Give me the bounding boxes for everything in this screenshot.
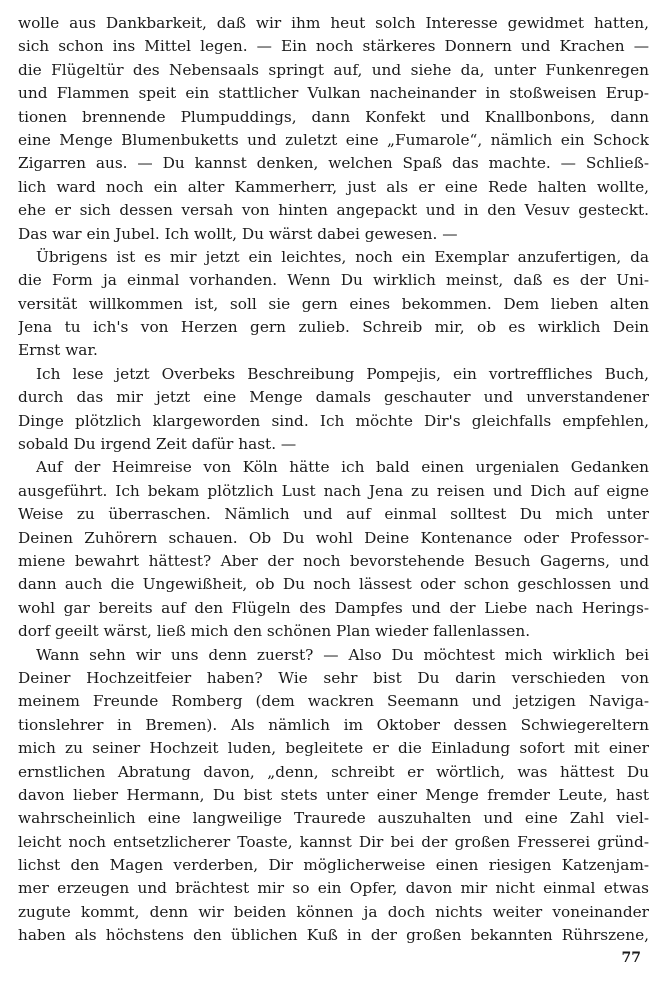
text-line: davon lieber Hermann, Du bist stets unter einer Menge fremder Leute, hast xyxy=(18,785,649,804)
text-line: Deinen Zuhörern schauen. Ob Du wohl Deine Kontenance oder Professor- xyxy=(18,528,649,547)
text-line: dorf geeilt wärst, ließ mich den schönen Plan wieder fallenlassen. xyxy=(18,622,531,641)
text-line: ausgeführt. Ich bekam plötzlich Lust nach Jena zu reisen und Dich auf eigne xyxy=(18,481,649,500)
text-line: Zigarren aus. — Du kannst denken, welchen Spaß das machte. — Schließ- xyxy=(18,154,649,173)
text-line: tionslehrer in Bremen). Als nämlich im Oktober dessen Schwiegereltern xyxy=(18,715,649,734)
text-line: dann auch die Ungewißheit, ob Du noch lässest oder schon geschlossen und xyxy=(18,575,649,594)
text-line: sobald Du irgend Zeit dafür hast. — xyxy=(18,435,297,454)
text-line: die Form ja einmal vorhanden. Wenn Du wirklich meinst, daß es der Uni- xyxy=(18,271,649,290)
text-line: Dinge plötzlich klargeworden sind. Ich möchte Dir's gleichfalls empfehlen, xyxy=(18,411,649,430)
text-line: miene bewahrt hättest? Aber der noch bevorstehende Besuch Gagerns, und xyxy=(18,551,649,570)
text-line: lich ward noch ein alter Kammerherr, just als er eine Rede halten wollte, xyxy=(18,177,649,196)
text-line: meinem Freunde Romberg (dem wackren Seemann und jetzigen Naviga- xyxy=(18,692,649,711)
text-line: ehe er sich dessen versah von hinten angepackt und in den Vesuv gesteckt. xyxy=(18,201,649,220)
text-line: mich zu seiner Hochzeit luden, begleitete er die Einladung sofort mit einer xyxy=(18,739,649,758)
text-line: haben als höchstens den üblichen Kuß in der großen bekannten Rührszene, xyxy=(18,926,649,945)
text-line: Das war ein Jubel. Ich wollt, Du wärst dabei gewesen. — xyxy=(18,224,458,243)
text-line: versität willkommen ist, soll sie gern eines bekommen. Dem lieben alten xyxy=(18,294,649,313)
text-line: Weise zu überraschen. Nämlich und auf einmal solltest Du mich unter xyxy=(18,505,649,524)
text-line: Deiner Hochzeitfeier haben? Wie sehr bist Du darin verschieden von xyxy=(18,668,649,687)
text-line: Jena tu ich's von Herzen gern zulieb. Schreib mir, ob es wirklich Dein xyxy=(18,318,649,337)
text-line: wahrscheinlich eine langweilige Traurede auszuhalten und eine Zahl viel- xyxy=(18,809,649,828)
text-line: Auf der Heimreise von Köln hätte ich bald einen urgenialen Gedanken xyxy=(36,458,649,477)
text-line: zugute kommt, denn wir beiden können ja doch nichts weiter voneinander xyxy=(18,902,649,921)
text-line: die Flügeltür des Nebensaals springt auf, und siehe da, unter Funkenregen xyxy=(18,60,649,79)
text-line: und Flammen speit ein stattlicher Vulkan nacheinander in stoßweisen Erup- xyxy=(18,84,649,103)
text-line: Übrigens ist es mir jetzt ein leichtes, noch ein Exemplar anzufertigen, da xyxy=(36,247,649,266)
body-text xyxy=(18,12,649,948)
text-line: wohl gar bereits auf den Flügeln des Dampfes und der Liebe nach Herings- xyxy=(18,598,649,617)
text-line: Wann sehn wir uns denn zuerst? — Also Du möchtest mich wirklich bei xyxy=(36,645,649,664)
text-line: mer erzeugen und brächtest mir so ein Opfer, davon mir nicht einmal etwas xyxy=(18,879,649,898)
page-number: 77 xyxy=(621,950,641,966)
text-line: Ernst war. xyxy=(18,341,98,360)
text-line: leicht noch entsetzlicherer Toaste, kannst Dir bei der großen Fresserei gründ- xyxy=(18,832,649,851)
text-line: Ich lese jetzt Overbeks Beschreibung Pompejis, ein vortreffliches Buch, xyxy=(36,364,649,383)
text-line: tionen brennende Plumpuddings, dann Konfekt und Knallbonbons, dann xyxy=(18,107,649,126)
text-line: sich schon ins Mittel legen. — Ein noch stärkeres Donnern und Krachen — xyxy=(18,37,649,56)
text-line: ernstlichen Abratung davon, „denn, schreibt er wörtlich, was hättest Du xyxy=(18,762,649,781)
text-line: wolle aus Dankbarkeit, daß wir ihm heut solch Interesse gewidmet hatten, xyxy=(18,14,649,32)
text-line: lichst den Magen verderben, Dir möglicherweise einen riesigen Katzenjam- xyxy=(18,856,649,875)
text-line: eine Menge Blumenbuketts und zuletzt eine „Fumarole“, nämlich ein Schock xyxy=(18,130,649,149)
text-line: durch das mir jetzt eine Menge damals geschauter und unverstandener xyxy=(18,388,649,407)
